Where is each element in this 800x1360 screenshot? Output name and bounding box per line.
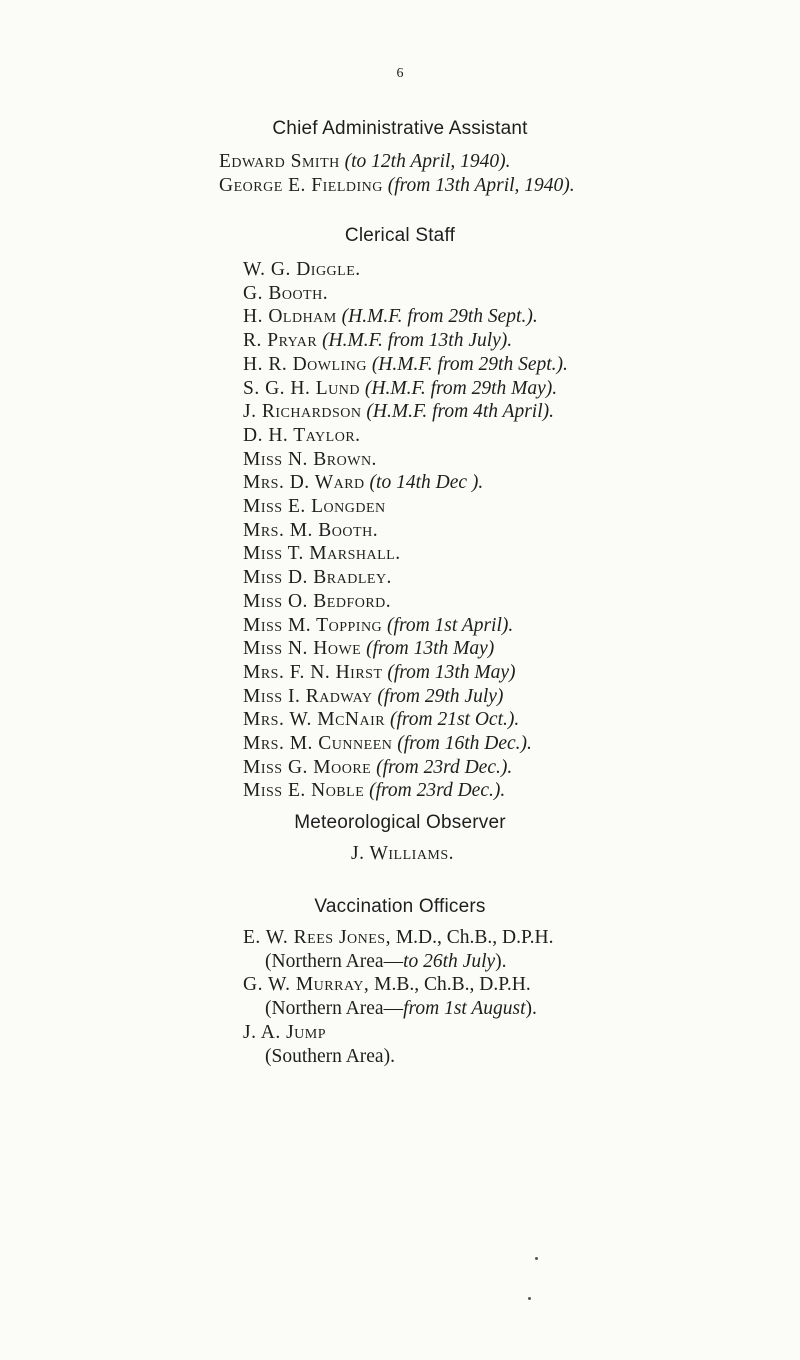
list-item: [243, 353, 568, 377]
list-item: [243, 614, 568, 638]
staff-name: J. Williams.: [351, 843, 455, 864]
list-item: [219, 150, 575, 174]
chief-admin-list: [219, 150, 575, 197]
list-item: [219, 174, 575, 198]
list-item: [243, 471, 568, 495]
officer-area: [243, 1045, 554, 1069]
staff-note: (from 21st Oct.).: [389, 709, 520, 731]
staff-note: (from 1st April).: [387, 614, 514, 636]
list-item: [243, 424, 568, 448]
officer-qualifications: M.D., Ch.B., D.P.H.: [390, 927, 554, 948]
staff-note: (from 29th July): [377, 685, 504, 707]
staff-name: Miss M. Topping: [243, 614, 383, 636]
list-item: [243, 448, 568, 472]
area-label: (Northern Area—: [265, 998, 404, 1020]
officer-qualifications: M.B., Ch.B., D.P.H.: [369, 974, 531, 996]
staff-note: (to 14th Dec ).: [369, 472, 484, 494]
staff-note: (H.M.F. from 4th April).: [366, 401, 555, 423]
officer-name: G. W. Murray,: [243, 974, 370, 996]
staff-name: W. G. Diggle.: [243, 259, 361, 280]
list-item: [243, 258, 568, 282]
area-suffix: ).: [495, 950, 507, 972]
list-item: [243, 708, 568, 732]
print-speck: [535, 1257, 538, 1260]
staff-name: Mrs. W. McNair: [243, 709, 386, 731]
staff-name: Miss I. Radway: [243, 685, 373, 707]
area-note: to 26th July: [403, 950, 496, 972]
staff-name: Miss O. Bedford.: [243, 590, 392, 612]
staff-name: Miss D. Bradley.: [243, 567, 392, 589]
list-item: [243, 756, 568, 780]
list-item: [243, 779, 568, 803]
officer-area: [243, 950, 554, 974]
staff-name: Mrs. M. Booth.: [243, 519, 379, 541]
staff-note: (from 13th April, 1940).: [387, 174, 575, 196]
area-suffix: ).: [525, 998, 537, 1020]
list-item: [243, 926, 554, 950]
list-item: [243, 590, 568, 614]
staff-note: (H.M.F. from 13th July).: [322, 330, 513, 352]
list-item: [243, 637, 568, 661]
staff-note: (from 23rd Dec.).: [376, 756, 513, 778]
staff-note: (from 16th Dec.).: [397, 733, 532, 755]
staff-name: Miss E. Noble: [243, 780, 365, 802]
officer-name: E. W. Rees Jones,: [243, 927, 391, 948]
staff-note: (H.M.F. from 29th Sept.).: [371, 353, 568, 375]
list-item: [243, 495, 568, 519]
staff-name: Edward Smith: [219, 151, 340, 172]
staff-note: (H.M.F. from 29th Sept.).: [341, 306, 538, 328]
staff-name: Mrs. F. N. Hirst: [243, 661, 383, 683]
staff-name: H. R. Dowling: [243, 353, 367, 375]
staff-name: Mrs. M. Cunneen: [243, 733, 393, 755]
staff-name: D. H. Taylor.: [243, 424, 361, 446]
list-item: [243, 732, 568, 756]
staff-name: Miss N. Brown.: [243, 448, 377, 470]
staff-note: (to 12th April, 1940).: [344, 151, 511, 172]
list-item: [243, 377, 568, 401]
staff-name: S. G. H. Lund: [243, 377, 361, 399]
section-heading-vaccination: Vaccination Officers: [314, 896, 486, 917]
meteorological-observer-name: [351, 842, 454, 866]
staff-name: H. Oldham: [243, 306, 337, 328]
area-note: from 1st August: [403, 998, 526, 1020]
section-heading-clerical: Clerical Staff: [344, 225, 456, 246]
list-item: [243, 973, 554, 997]
staff-name: Miss N. Howe: [243, 638, 362, 660]
list-item: [243, 685, 568, 709]
vaccination-officers-list: [243, 926, 554, 1068]
list-item: [243, 329, 568, 353]
clerical-list: [243, 258, 568, 803]
list-item: [243, 282, 568, 306]
staff-name: R. Pryar: [243, 330, 318, 352]
staff-name: Mrs. D. Ward: [243, 472, 365, 494]
list-item: [243, 661, 568, 685]
staff-name: Miss E. Longden: [243, 496, 386, 518]
list-item: [243, 542, 568, 566]
list-item: [243, 566, 568, 590]
staff-note: (from 13th May): [387, 661, 516, 683]
list-item: [243, 400, 568, 424]
officer-name: J. A. Jump: [243, 1021, 327, 1043]
staff-name: Miss G. Moore: [243, 756, 372, 778]
area-label: (Southern Area).: [265, 1045, 395, 1067]
staff-note: (H.M.F. from 29th May).: [364, 377, 558, 399]
officer-area: [243, 997, 554, 1021]
list-item: [243, 519, 568, 543]
list-item: [243, 305, 568, 329]
staff-name: Miss T. Marshall.: [243, 543, 401, 565]
staff-name: J. Richardson: [243, 401, 362, 423]
section-heading-chief-admin: Chief Administrative Assistant: [272, 118, 528, 139]
page-number: 6: [396, 66, 404, 81]
print-speck: [528, 1297, 531, 1300]
staff-note: (from 13th May): [366, 638, 495, 660]
staff-note: (from 23rd Dec.).: [369, 780, 506, 802]
staff-name: George E. Fielding: [219, 174, 383, 196]
area-label: (Northern Area—: [265, 950, 404, 972]
list-item: [243, 1021, 554, 1045]
staff-name: G. Booth.: [243, 282, 329, 304]
section-heading-meteorological: Meteorological Observer: [294, 812, 506, 833]
